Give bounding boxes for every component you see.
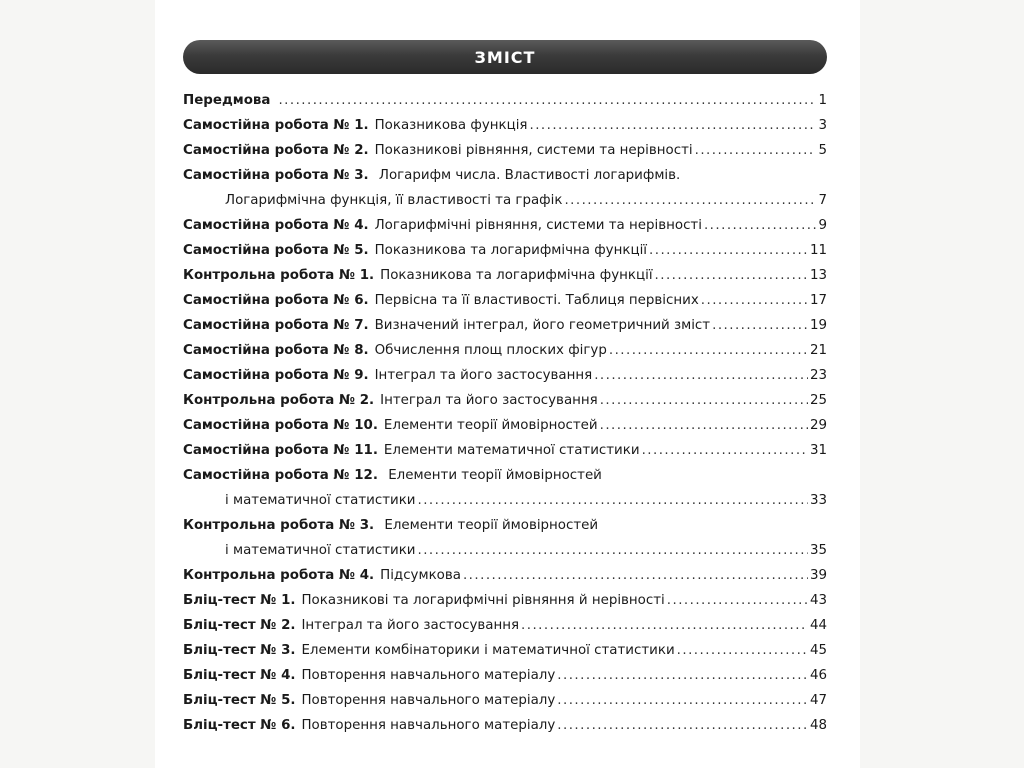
toc-page-number: 5: [818, 143, 827, 158]
toc-leader-dots: [463, 563, 808, 588]
toc-entry: [183, 438, 827, 463]
toc-entry-title: Елементи комбінаторики і математичної статистики: [301, 643, 675, 658]
toc-leader-dots: [609, 338, 808, 363]
toc-entry: [183, 613, 827, 638]
toc-entry-title: Визначений інтеграл, його геометричний зміст: [374, 318, 711, 333]
toc-page-number: 45: [809, 643, 827, 658]
toc-header-bar: [183, 40, 827, 74]
toc-entry-title: Елементи теорії ймовірностей: [388, 468, 602, 483]
toc-leader-dots: [594, 363, 808, 388]
toc-leader-dots: [642, 438, 808, 463]
toc-entry-label: Самостійна робота № 7.: [183, 318, 369, 333]
toc-entry: [183, 388, 827, 413]
toc-page-number: 11: [809, 243, 827, 258]
toc-entry: [183, 163, 827, 213]
toc-entry: [183, 638, 827, 663]
toc-leader-dots: [529, 113, 816, 138]
toc-entry-title: Повторення навчального матеріалу: [301, 693, 556, 708]
toc-leader-dots: [712, 313, 808, 338]
toc-leader-dots: [667, 588, 808, 613]
toc-title: ЗМІСТ: [474, 47, 536, 67]
toc-leader-dots: [278, 88, 816, 113]
toc-entry-title: Логарифмічні рівняння, системи та нерівності: [374, 218, 702, 233]
toc-entry: [183, 138, 827, 163]
toc-page-number: 43: [809, 593, 827, 608]
toc-entry: [183, 113, 827, 138]
toc-page-number: 23: [809, 368, 827, 383]
toc-entry-label: Контрольна робота № 1.: [183, 268, 375, 283]
toc-page-number: 33: [809, 493, 827, 508]
toc-page-number: 31: [809, 443, 827, 458]
toc-entry-label: Самостійна робота № 11.: [183, 443, 378, 458]
toc-entry-title: Інтеграл та його застосування: [301, 618, 520, 633]
toc-entry-label: Самостійна робота № 5.: [183, 243, 369, 258]
toc-entry-title: Елементи теорії ймовірностей: [384, 518, 599, 533]
toc-entry-title: Обчислення площ плоских фігур: [374, 343, 607, 358]
toc-entry-title: Показникові рівняння, системи та нерівності: [374, 143, 693, 158]
toc-entry-title: Елементи теорії ймовірностей: [383, 418, 598, 433]
toc-entry-title: Повторення навчального матеріалу: [301, 668, 556, 683]
toc-entry: [183, 663, 827, 688]
toc-entry-title-continued: і математичної статистики: [225, 493, 416, 508]
toc-entry: [183, 463, 827, 513]
toc-entry-label: Контрольна робота № 3.: [183, 518, 375, 533]
toc-leader-dots: [600, 388, 808, 413]
toc-entry: [183, 313, 827, 338]
toc-entry-title-continued: і математичної статистики: [225, 543, 416, 558]
toc-entry-label: Самостійна робота № 9.: [183, 368, 369, 383]
toc-leader-dots: [649, 238, 808, 263]
toc-entry: [183, 213, 827, 238]
toc-page-number: 25: [809, 393, 827, 408]
toc-entry: [183, 513, 827, 563]
toc-entry-label: Бліц-тест № 3.: [183, 643, 296, 658]
toc-entry-title: Підсумкова: [380, 568, 461, 583]
toc-leader-dots: [418, 538, 808, 563]
toc-leader-dots: [600, 413, 808, 438]
toc-entry-label: Самостійна робота № 4.: [183, 218, 369, 233]
toc-leader-dots: [564, 188, 816, 213]
toc-entry-title: Первісна та її властивості. Таблиця первісних: [374, 293, 699, 308]
toc-page-number: 1: [818, 93, 827, 108]
toc-entry-label: Самостійна робота № 3.: [183, 168, 369, 183]
toc-leader-dots: [704, 213, 817, 238]
toc-entry: [183, 713, 827, 738]
toc-entry: [183, 238, 827, 263]
toc-page-number: 13: [809, 268, 827, 283]
toc-leader-dots: [557, 663, 808, 688]
toc-entry: [183, 413, 827, 438]
toc-page-number: 44: [809, 618, 827, 633]
table-of-contents: [183, 88, 827, 738]
toc-leader-dots: [701, 288, 808, 313]
toc-page-number: 46: [809, 668, 827, 683]
toc-entry-title: Показникові та логарифмічні рівняння й нерівності: [301, 593, 665, 608]
toc-entry: [183, 263, 827, 288]
toc-entry-label: Контрольна робота № 2.: [183, 393, 375, 408]
toc-entry-title: Інтеграл та його застосування: [380, 393, 598, 408]
toc-page-number: 21: [809, 343, 827, 358]
toc-page-number: 7: [818, 193, 827, 208]
toc-entry-label: Передмова: [183, 93, 271, 108]
toc-entry-title: Показникова функція: [374, 118, 528, 133]
toc-entry-label: Бліц-тест № 1.: [183, 593, 296, 608]
toc-entry-title: Інтеграл та його застосування: [374, 368, 593, 383]
toc-page-number: 47: [809, 693, 827, 708]
toc-leader-dots: [695, 138, 817, 163]
toc-entry: [183, 688, 827, 713]
toc-entry: [183, 363, 827, 388]
toc-entry-label: Бліц-тест № 2.: [183, 618, 296, 633]
toc-page-number: 17: [809, 293, 827, 308]
toc-page-number: 35: [809, 543, 827, 558]
toc-entry-label: Самостійна робота № 12.: [183, 468, 378, 483]
toc-entry-title: Повторення навчального матеріалу: [301, 718, 556, 733]
toc-leader-dots: [418, 488, 808, 513]
toc-leader-dots: [655, 263, 808, 288]
toc-page-number: 48: [809, 718, 827, 733]
toc-entry: [183, 563, 827, 588]
toc-entry-title-continued: Логарифмічна функція, її властивості та графік: [225, 193, 563, 208]
toc-leader-dots: [677, 638, 808, 663]
toc-leader-dots: [557, 713, 808, 738]
toc-entry-label: Бліц-тест № 4.: [183, 668, 296, 683]
toc-entry-label: Самостійна робота № 2.: [183, 143, 369, 158]
toc-entry-title: Елементи математичної статистики: [383, 443, 640, 458]
toc-entry: [183, 588, 827, 613]
toc-entry-title: Показникова та логарифмічна функції: [374, 243, 648, 258]
toc-entry-title: Показникова та логарифмічна функції: [380, 268, 653, 283]
toc-page-number: 19: [809, 318, 827, 333]
toc-leader-dots: [521, 613, 808, 638]
toc-entry: [183, 88, 827, 113]
toc-page-number: 29: [809, 418, 827, 433]
toc-page-number: 3: [818, 118, 827, 133]
toc-entry: [183, 288, 827, 313]
toc-entry-label: Бліц-тест № 6.: [183, 718, 296, 733]
toc-entry-label: Контрольна робота № 4.: [183, 568, 375, 583]
toc-entry-label: Самостійна робота № 6.: [183, 293, 369, 308]
toc-entry-title: Логарифм числа. Властивості логарифмів.: [378, 168, 681, 183]
toc-leader-dots: [557, 688, 808, 713]
toc-entry-label: Самостійна робота № 1.: [183, 118, 369, 133]
toc-page-number: 39: [809, 568, 827, 583]
toc-entry-label: Самостійна робота № 8.: [183, 343, 369, 358]
toc-page-number: 9: [818, 218, 827, 233]
toc-entry: [183, 338, 827, 363]
toc-entry-label: Бліц-тест № 5.: [183, 693, 296, 708]
toc-entry-label: Самостійна робота № 10.: [183, 418, 378, 433]
